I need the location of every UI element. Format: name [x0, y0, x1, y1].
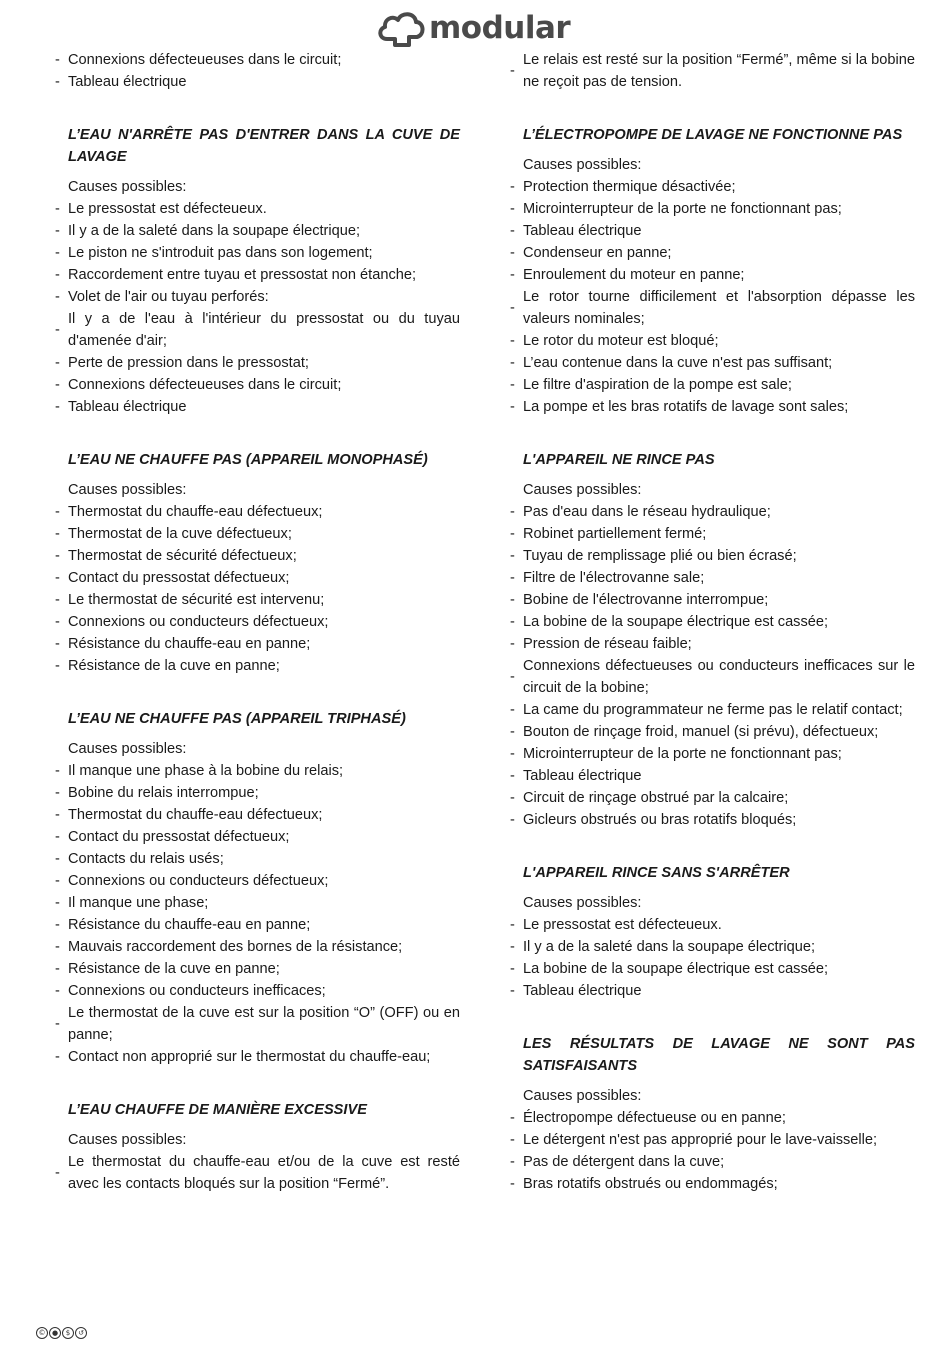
section-heading: L’EAU N'ARRÊTE PAS D'ENTRER DANS LA CUVE DE LAVAGE: [68, 127, 460, 165]
list-item: - Enroulement du moteur en panne;: [510, 267, 745, 283]
causes-label: Causes possibles:: [523, 482, 642, 498]
list-item: - Il manque une phase à la bobine du relais;: [55, 763, 344, 779]
list-item: - Thermostat de la cuve défectueux;: [55, 526, 292, 542]
list-item: - La bobine de la soupape électrique est cassée;: [510, 614, 829, 630]
list-item: - Tableau électrique: [55, 399, 187, 415]
section-heading: L’ÉLECTROPOMPE DE LAVAGE NE FONCTIONNE PAS: [523, 127, 903, 143]
cc-license-icon: ©: [36, 1327, 48, 1339]
section-heading: L'APPAREIL NE RINCE PAS: [523, 452, 715, 468]
list-item: - La came du programmateur ne ferme pas le relatif contact;: [510, 702, 903, 718]
list-item: - Pas de détergent dans la cuve;: [510, 1154, 725, 1170]
list-item: - Le relais est resté sur la position “Fermé”, même si la bobine ne reçoit pas de tension.: [510, 52, 915, 90]
list-item: - Le détergent n'est pas approprié pour le lave-vaisselle;: [510, 1132, 878, 1148]
list-item: - Il y a de la saleté dans la soupape électrique;: [510, 939, 816, 955]
list-item: - Tuyau de remplissage plié ou bien écrasé;: [510, 548, 797, 564]
cause-list: [55, 501, 460, 677]
list-item: - Électropompe défectueuse ou en panne;: [510, 1110, 786, 1126]
section-no-heat-single-phase: [55, 449, 460, 677]
list-item: - Contact non approprié sur le thermostat du chauffe-eau;: [55, 1049, 431, 1065]
list-item: - Bobine de l'électrovanne interrompue;: [510, 592, 769, 608]
noncommercial-icon: $: [62, 1327, 74, 1339]
section-no-rinse: [510, 449, 915, 831]
list-item: - Le pressostat est défecteueux.: [55, 201, 267, 217]
cause-list: [510, 1107, 915, 1195]
cause-list: [510, 176, 915, 418]
causes-label: Causes possibles:: [68, 741, 187, 757]
section-no-heat-three-phase: [55, 708, 460, 1068]
list-item: - Gicleurs obstrués ou bras rotatifs bloqués;: [510, 812, 797, 828]
list-item: - Le thermostat de la cuve est sur la position “O” (OFF) ou en panne;: [55, 1005, 460, 1043]
list-item: - Protection thermique désactivée;: [510, 179, 736, 195]
list-item: - Résistance de la cuve en panne;: [55, 961, 280, 977]
list-item: - Résistance du chauffe-eau en panne;: [55, 917, 311, 933]
causes-label: Causes possibles:: [68, 1132, 187, 1148]
list-item: - Contact du pressostat défectueux;: [55, 570, 290, 586]
list-item: - Volet de l'air ou tuyau perforés:: [55, 289, 269, 305]
list-item: - Robinet partiellement fermé;: [510, 526, 707, 542]
right-intro-list: [510, 49, 915, 93]
list-item: - Bras rotatifs obstrués ou endommagés;: [510, 1176, 778, 1192]
section-poor-wash-results: [510, 1033, 915, 1195]
list-item: - Il manque une phase;: [55, 895, 209, 911]
list-item: - Connexions ou conducteurs défectueux;: [55, 614, 329, 630]
list-item: - Tableau électrique: [510, 983, 642, 999]
share-alike-icon: ↺: [75, 1327, 87, 1339]
list-item: - Pas d'eau dans le réseau hydraulique;: [510, 504, 771, 520]
list-item: - Tableau électrique: [55, 74, 187, 90]
list-item: - Le thermostat de sécurité est intervenu;: [55, 592, 325, 608]
left-intro-list: [55, 49, 460, 93]
list-item: - Tableau électrique: [510, 223, 642, 239]
list-item: - Perte de pression dans le pressostat;: [55, 355, 309, 371]
list-item: - Thermostat du chauffe-eau défectueux;: [55, 504, 323, 520]
list-item: - Circuit de rinçage obstrué par la calcaire;: [510, 790, 789, 806]
list-item: - La bobine de la soupape électrique est cassée;: [510, 961, 829, 977]
list-item: - Raccordement entre tuyau et pressostat non étanche;: [55, 267, 417, 283]
cause-list: [510, 914, 915, 1002]
list-item: - Filtre de l'électrovanne sale;: [510, 570, 705, 586]
section-heading: L’EAU NE CHAUFFE PAS (APPAREIL MONOPHASÉ): [68, 452, 428, 468]
section-heading: L’EAU CHAUFFE DE MANIÈRE EXCESSIVE: [68, 1102, 367, 1118]
list-item: - Connexions défecteueuses dans le circuit;: [55, 52, 342, 68]
list-item: - Connexions ou conducteurs inefficaces;: [55, 983, 326, 999]
list-item: - Mauvais raccordement des bornes de la résistance;: [55, 939, 403, 955]
list-item: - Le rotor tourne difficilement et l'absorption dépasse les valeurs nominales;: [510, 289, 915, 327]
list-item: - Bobine du relais interrompue;: [55, 785, 259, 801]
list-item: - Pression de réseau faible;: [510, 636, 692, 652]
list-item: - Connexions défecteueuses dans le circuit;: [55, 377, 342, 393]
list-item: - Connexions ou conducteurs défectueux;: [55, 873, 329, 889]
cause-list: [55, 760, 460, 1068]
list-item: - Le rotor du moteur est bloqué;: [510, 333, 719, 349]
causes-label: Causes possibles:: [523, 1088, 642, 1104]
cause-list: [55, 1151, 460, 1195]
causes-label: Causes possibles:: [523, 895, 642, 911]
list-item: - Tableau électrique: [510, 768, 642, 784]
section-water-wont-stop: [55, 124, 460, 418]
list-item: - Le piston ne s'introduit pas dans son logement;: [55, 245, 373, 261]
causes-label: Causes possibles:: [68, 179, 187, 195]
section-heading: L’EAU NE CHAUFFE PAS (APPAREIL TRIPHASÉ): [68, 711, 406, 727]
attribution-icon: ●: [49, 1327, 61, 1339]
list-item: - Il y a de la saleté dans la soupape électrique;: [55, 223, 361, 239]
section-rinse-nonstop: [510, 862, 915, 1002]
list-item: - La pompe et les bras rotatifs de lavage sont sales;: [510, 399, 849, 415]
section-pump-not-working: [510, 124, 915, 418]
cause-list: [55, 198, 460, 418]
section-heading: LES RÉSULTATS DE LAVAGE NE SONT PAS SATISFAISANTS: [523, 1036, 915, 1074]
section-heading: L'APPAREIL RINCE SANS S'ARRÊTER: [523, 865, 790, 881]
brand-logo: [375, 8, 570, 48]
list-item: - Contacts du relais usés;: [55, 851, 224, 867]
license-badges: [36, 1327, 87, 1339]
list-item: - Résistance du chauffe-eau en panne;: [55, 636, 311, 652]
list-item: - Microinterrupteur de la porte ne fonctionnant pas;: [510, 201, 842, 217]
list-item: - Contact du pressostat défectueux;: [55, 829, 290, 845]
list-item: - Thermostat de sécurité défectueux;: [55, 548, 297, 564]
section-excess-heat: [55, 1099, 460, 1195]
list-item: - Microinterrupteur de la porte ne fonctionnant pas;: [510, 746, 842, 762]
list-item: - L’eau contenue dans la cuve n'est pas suffisant;: [510, 355, 833, 371]
list-item: - Bouton de rinçage froid, manuel (si prévu), défectueux;: [510, 724, 879, 740]
list-item: - Le filtre d'aspiration de la pompe est sale;: [510, 377, 792, 393]
list-item: - Il y a de l'eau à l'intérieur du pressostat ou du tuyau d'amenée d'air;: [55, 311, 460, 349]
brand-name: modular: [429, 10, 571, 46]
list-item: - Le thermostat du chauffe-eau et/ou de la cuve est resté avec les contacts bloqués sur la position “Fermé”.: [55, 1154, 460, 1192]
right-column: [510, 49, 915, 1195]
list-item: - Résistance de la cuve en panne;: [55, 658, 280, 674]
list-item: - Condenseur en panne;: [510, 245, 672, 261]
causes-label: Causes possibles:: [68, 482, 187, 498]
list-item: - Connexions défectueuses ou conducteurs inefficaces sur le circuit de la bobine;: [510, 658, 915, 696]
list-item: - Le pressostat est défecteueux.: [510, 917, 722, 933]
cause-list: [510, 501, 915, 831]
cloud-logo-icon: [375, 9, 427, 47]
causes-label: Causes possibles:: [523, 157, 642, 173]
left-column: [55, 49, 460, 1195]
list-item: - Thermostat du chauffe-eau défectueux;: [55, 807, 323, 823]
